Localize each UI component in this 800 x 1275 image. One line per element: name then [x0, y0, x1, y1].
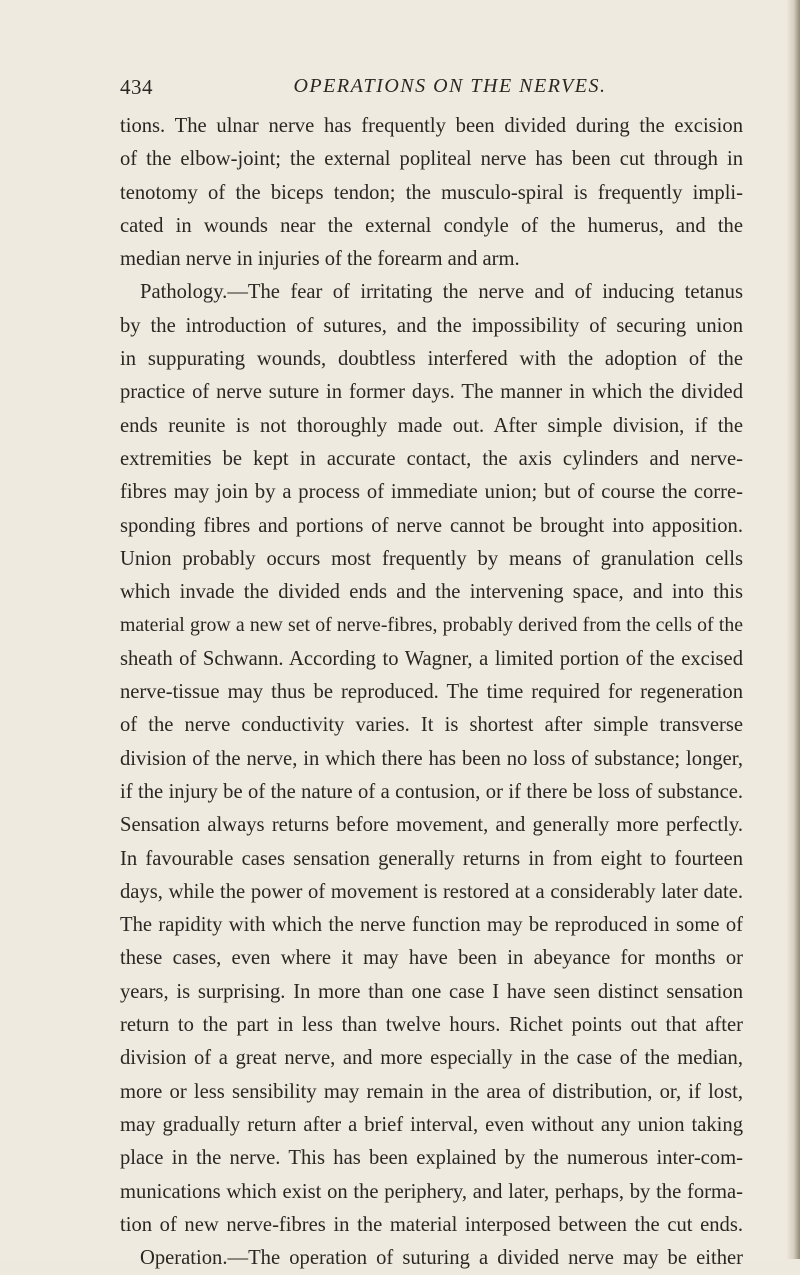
page-number: 434 — [120, 75, 153, 99]
text-line: extremities be kept in accurate contact, the axis cylinders and nerve- — [120, 447, 743, 470]
text-line: fibres may join by a process of immediate union; but of course the corre- — [120, 481, 743, 504]
text-line: ends reunite is not thoroughly made out. After simple division, if the — [120, 414, 743, 437]
text-line: if the injury be of the nature of a contusion, or if there be loss of substance. — [120, 780, 743, 803]
text-line: these cases, even where it may have been in abeyance for months or — [120, 947, 743, 970]
text-line: more or less sensibility may remain in the area of distribution, or, if lost, — [120, 1080, 743, 1103]
page-edge-shadow — [786, 0, 800, 1259]
text-line: place in the nerve. This has been explained by the numerous inter-com- — [120, 1147, 743, 1170]
text-line: Operation.—The operation of suturing a divided nerve may be either — [140, 1247, 743, 1270]
text-line: which invade the divided ends and the intervening space, and into this — [120, 581, 743, 604]
running-head: OPERATIONS ON THE NERVES. — [293, 75, 607, 97]
text-line: tions. The ulnar nerve has frequently been divided during the excision — [120, 115, 743, 137]
text-line: practice of nerve suture in former days. The manner in which the divided — [120, 381, 743, 404]
text-line: days, while the power of movement is restored at a considerably later date. — [120, 880, 743, 903]
body-text — [120, 110, 743, 1275]
text-line: in suppurating wounds, doubtless interfered with the adoption of the — [120, 348, 743, 371]
text-line: Sensation always returns before movement, and generally more perfectly. — [120, 814, 743, 837]
text-line: nerve-tissue may thus be reproduced. The time required for regeneration — [120, 681, 743, 704]
text-line: sheath of Schwann. According to Wagner, a limited portion of the excised — [120, 647, 743, 670]
text-line: Union probably occurs most frequently by means of granulation cells — [120, 547, 743, 570]
text-line: of the nerve conductivity varies. It is shortest after simple transverse — [120, 714, 743, 737]
text-line: material grow a new set of nerve-fibres, probably derived from the cells of the — [120, 614, 743, 637]
text-line: In favourable cases sensation generally returns in from eight to fourteen — [120, 847, 743, 870]
text-line: The rapidity with which the nerve function may be reproduced in some of — [120, 914, 743, 937]
text-line: division of a great nerve, and more especially in the case of the median, — [120, 1047, 743, 1070]
page-header — [120, 75, 740, 107]
text-line: cated in wounds near the external condyle of the humerus, and the — [120, 214, 743, 237]
text-line: may gradually return after a brief interval, even without any union taking — [120, 1113, 743, 1136]
text-line: of the elbow-joint; the external popliteal nerve has been cut through in — [120, 148, 743, 171]
text-line: division of the nerve, in which there has been no loss of substance; longer, — [120, 747, 743, 770]
text-line: median nerve in injuries of the forearm and arm. — [120, 248, 520, 271]
text-line: tenotomy of the biceps tendon; the musculo-spiral is frequently impli- — [120, 181, 743, 204]
text-line: years, is surprising. In more than one case I have seen distinct sensation — [120, 980, 743, 1003]
text-line: Pathology.—The fear of irritating the nerve and of inducing tetanus — [140, 281, 743, 304]
text-line: by the introduction of sutures, and the impossibility of securing union — [120, 314, 743, 337]
text-line: sponding fibres and portions of nerve cannot be brought into apposition. — [120, 514, 743, 537]
text-line: munications which exist on the periphery, and later, perhaps, by the forma- — [120, 1180, 743, 1203]
text-line: tion of new nerve-fibres in the material interposed between the cut ends. — [120, 1213, 743, 1236]
text-line: return to the part in less than twelve hours. Richet points out that after — [120, 1014, 743, 1037]
